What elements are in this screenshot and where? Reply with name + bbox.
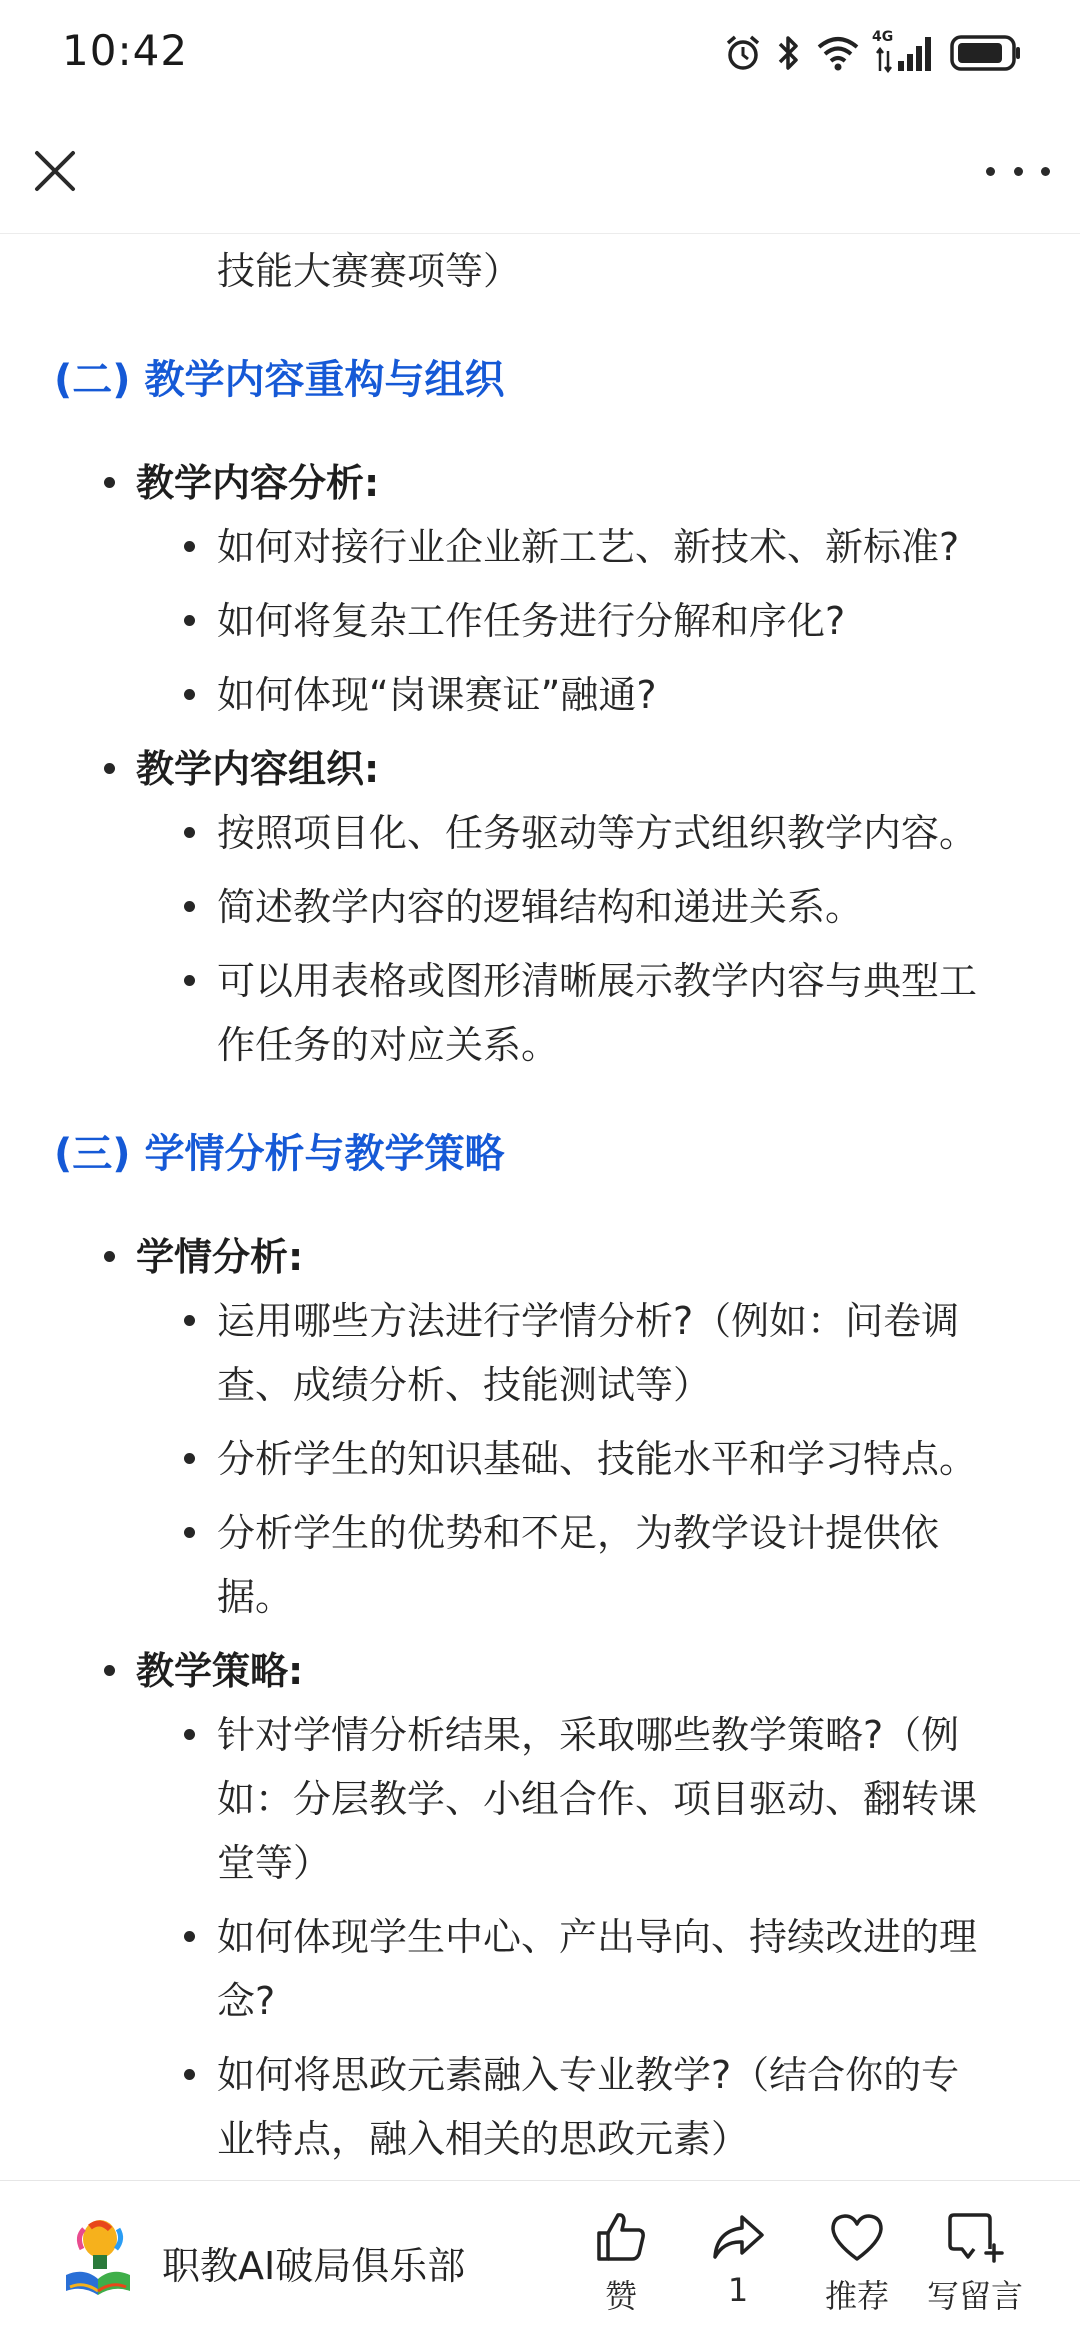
bullet-heading: 教学内容分析: xyxy=(136,461,380,505)
wifi-icon xyxy=(816,35,860,71)
more-button[interactable] xyxy=(986,148,1050,194)
write-comment-label: 写留言 xyxy=(926,2277,1023,2315)
paragraph-line: 如：分层教学、小组合作、项目驱动、翻转课 xyxy=(217,1777,978,1821)
sub-bullet-dot xyxy=(184,2069,195,2080)
like-button[interactable] xyxy=(566,2209,676,2329)
bullet-dot xyxy=(104,1665,115,1676)
paragraph-line: 堂等） xyxy=(217,1841,332,1885)
bullet-item: 如何将思政元素融入专业教学?（结合你的专 xyxy=(217,2053,960,2097)
heart-icon xyxy=(828,2209,886,2265)
close-button[interactable] xyxy=(26,142,84,200)
status-bar xyxy=(0,0,1080,110)
bullet-heading: 学情分析: xyxy=(136,1235,304,1279)
recommend-label: 推荐 xyxy=(824,2277,889,2315)
paragraph-line: 念? xyxy=(217,1979,276,2023)
bluetooth-icon xyxy=(776,33,802,73)
more-horizontal-icon-dot xyxy=(1014,167,1023,176)
bullet-dot xyxy=(104,477,115,488)
article-content xyxy=(0,234,1080,2180)
network-type: 4G xyxy=(872,29,894,45)
bullet-item: 可以用表格或图形清晰展示教学内容与典型工 xyxy=(217,959,978,1003)
paragraph-line: 业特点，融入相关的思政元素） xyxy=(217,2117,750,2161)
bullet-item: 分析学生的知识基础、技能水平和学习特点。 xyxy=(217,1437,978,1481)
bullet-item: 针对学情分析结果，采取哪些教学策略?（例 xyxy=(217,1713,960,1757)
share-button[interactable] xyxy=(683,2209,793,2329)
sub-bullet-dot xyxy=(184,1453,195,1464)
paragraph-line: 作任务的对应关系。 xyxy=(217,1023,560,1067)
sub-bullet-dot xyxy=(184,689,195,700)
recommend-button[interactable] xyxy=(802,2209,912,2329)
sub-bullet-dot xyxy=(184,901,195,912)
battery-icon xyxy=(950,34,1022,72)
paragraph-line: 技能大赛赛项等） xyxy=(217,249,522,293)
share-forward-icon xyxy=(710,2209,766,2265)
sub-bullet-dot xyxy=(184,615,195,626)
bullet-heading: 教学内容组织: xyxy=(136,747,380,791)
sub-bullet-dot xyxy=(184,827,195,838)
thumbs-up-icon xyxy=(593,2209,649,2265)
section-heading: (二) 教学内容重构与组织 xyxy=(54,357,505,403)
club-logo-icon xyxy=(60,2217,136,2301)
comment-add-icon xyxy=(946,2209,1004,2265)
bullet-heading: 教学策略: xyxy=(136,1649,304,1693)
sub-bullet-dot xyxy=(184,1527,195,1538)
bullet-dot xyxy=(104,1251,115,1262)
bullet-item: 如何体现“岗课赛证”融通? xyxy=(217,673,657,717)
more-horizontal-icon-dot xyxy=(986,167,995,176)
share-count: 1 xyxy=(727,2271,749,2309)
bullet-item: 简述教学内容的逻辑结构和递进关系。 xyxy=(217,885,864,929)
bullet-item: 分析学生的优势和不足，为教学设计提供依 xyxy=(217,1511,940,1555)
paragraph-line: 查、成绩分析、技能测试等） xyxy=(217,1363,712,1407)
sub-bullet-dot xyxy=(184,1931,195,1942)
bullet-item: 如何对接行业企业新工艺、新技术、新标准? xyxy=(217,525,960,569)
section-heading: (三) 学情分析与教学策略 xyxy=(54,1131,505,1177)
like-label: 赞 xyxy=(604,2277,637,2315)
bullet-item: 按照项目化、任务驱动等方式组织教学内容。 xyxy=(217,811,978,855)
paragraph-line: 据。 xyxy=(217,1575,294,1619)
write-comment-button[interactable] xyxy=(920,2209,1030,2329)
bullet-dot xyxy=(104,763,115,774)
sub-bullet-dot xyxy=(184,541,195,552)
sub-bullet-dot xyxy=(184,1315,195,1326)
sub-bullet-dot xyxy=(184,1729,195,1740)
club-logo[interactable] xyxy=(60,2217,136,2301)
top-nav xyxy=(0,110,1080,234)
status-time: 10:42 xyxy=(62,26,189,75)
close-icon xyxy=(26,142,84,200)
bullet-item: 运用哪些方法进行学情分析?（例如：问卷调 xyxy=(217,1299,960,1343)
alarm-icon xyxy=(724,34,762,72)
more-horizontal-icon-dot xyxy=(1041,167,1050,176)
bullet-item: 如何将复杂工作任务进行分解和序化? xyxy=(217,599,846,643)
bottom-bar xyxy=(0,2180,1080,2340)
status-icons xyxy=(724,30,1022,76)
sub-bullet-dot xyxy=(184,975,195,986)
cellular-signal-icon xyxy=(872,29,936,73)
bullet-item: 如何体现学生中心、产出导向、持续改进的理 xyxy=(217,1915,978,1959)
club-name[interactable]: 职教AI破局俱乐部 xyxy=(162,2244,466,2288)
